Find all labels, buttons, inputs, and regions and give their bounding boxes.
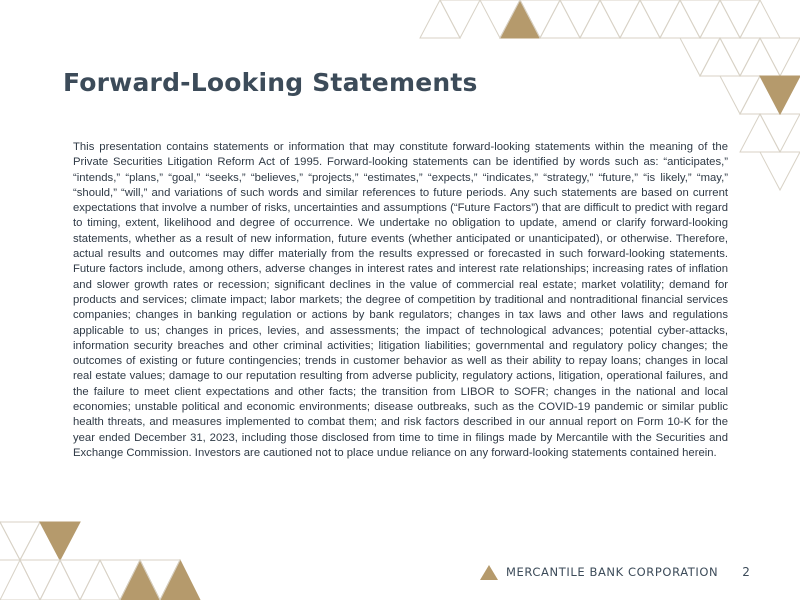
triangle-outline <box>20 560 60 600</box>
slide-title: Forward-Looking Statements <box>63 68 478 97</box>
triangle-filled <box>120 560 160 600</box>
triangle-outline <box>0 522 40 560</box>
company-name: MERCANTILE BANK CORPORATION <box>506 565 719 579</box>
page-number: 2 <box>742 565 750 579</box>
triangle-filled <box>160 560 200 600</box>
forward-looking-statement-text: This presentation contains statements or information that may constitute forward-looking statements within the meaning of the Private Securities Litigation Reform Act of 1995. Forward-looking statements can be identified by words such as: “anticipates,” “intends,” “plans,” “goal,” “seeks,” “believes,” “projects,” “estimates,” “expects,” “indicates,” “strategy,” “future,” “is likely,” “may,” “should,” “will,” and variations of such words and similar references to future periods. Any such statements are based on current expectations that involve a number of risks, uncertainties and assumptions (“Future Factors”) that are difficult to predict with regard to timing, extent, likelihood and degree of occurrence. We undertake no obligation to update, amend or clarify forward-looking statements, whether as a result of new information, future events (whether anticipated or unanticipated), or otherwise. Therefore, actual results and outcomes may differ materially from the results expressed or forecasted in such forward-looking statements. Future factors include, among others, adverse changes in interest rates and interest rate relationships; increasing rates of inflation and slower growth rates or recession; significant declines in the value of commercial real estate; market volatility; demand for products and services; climate impact; labor markets; the degree of competition by traditional and nontraditional financial services companies; changes in banking regulation or actions by bank regulators; changes in tax laws and other laws and regulations applicable to us; changes in prices, levies, and assessments; the impact of technological advances; potential cyber-attacks, information security breaches and other criminal activities; litigation liabilities; governmental and regulatory policy changes; the outcomes of existing or future contingencies; trends in customer behavior as well as their ability to repay loans; changes in local real estate values; damage to our reputation resulting from adverse publicity, regulatory actions, litigation, operational failures, and the failure to meet client expectations and other facts; the transition from LIBOR to SOFR; changes in the national and local economies; unstable political and economic environments; disease outbreaks, such as the COVID-19 pandemic or similar public health threats, and measures implemented to combat them; and risk factors described in our annual report on Form 10-K for the year ended December 31, 2023, including those disclosed from time to time in filings made by Mercantile with the Securities and Exchange Commission. Investors are cautioned not to place undue reliance on any forward-looking statements contained herein. <box>73 141 728 459</box>
triangle-logo-icon <box>480 565 498 580</box>
triangle-outline <box>0 560 40 600</box>
footer <box>480 562 750 582</box>
triangle-outline <box>60 560 100 600</box>
triangle-outline <box>80 560 120 600</box>
triangle-outline <box>40 560 80 600</box>
triangle-filled <box>40 522 80 560</box>
